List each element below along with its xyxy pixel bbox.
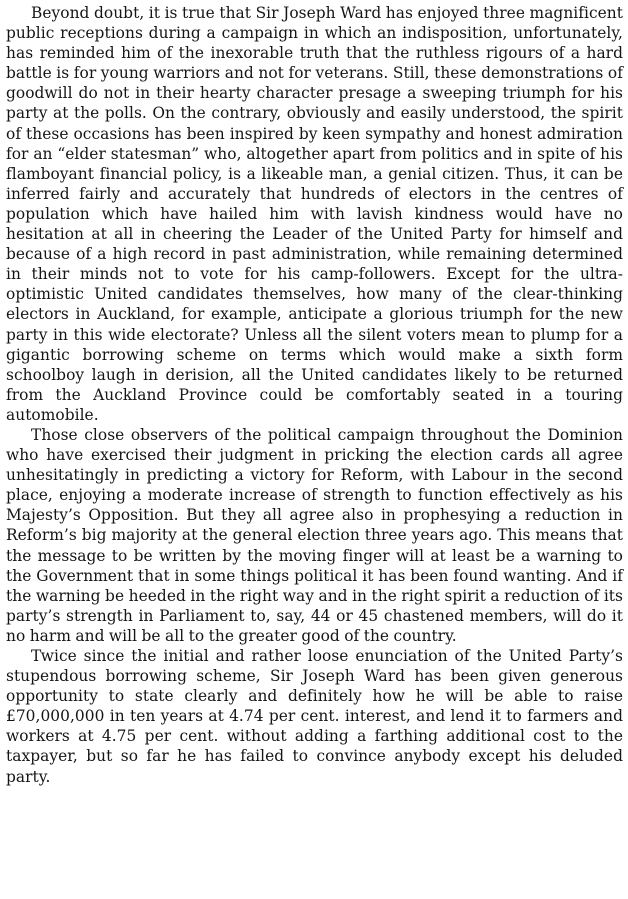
- paragraph-2: Those close observers of the political campaign throughout the Dominion who have exercised their judgment in pricking the election cards all agree unhesitatingly in predicting a victory for Reform, with Labour in the second place, enjoying a moderate increase of strength to function effectively as his Majesty’s Opposition. But they all agree also in prophesying a reduction in Reform’s big majority at the general election three years ago. This means that the message to be written by the moving finger will at least be a warning to the Government that in some things political it has been found wanting. And if the warning be heeded in the right way and in the right spirit a reduction of its party’s strength in Parliament to, say, 44 or 45 chastened members, will do it no harm and will be all to the greater good of the country.: [6, 425, 623, 645]
- paragraph-3: Twice since the initial and rather loose enunciation of the United Party’s stupendous borrowing scheme, Sir Joseph Ward has been given generous opportunity to state clearly and definitely how he will be able to raise £70,000,000 in ten years at 4.74 per cent. interest, and lend it to farmers and workers at 4.75 per cent. without adding a farthing additional cost to the taxpayer, but so far he has failed to convince anybody except his deluded party.: [6, 647, 623, 786]
- paragraph-1: Beyond doubt, it is true that Sir Joseph Ward has enjoyed three magnificent public receptions during a campaign in which an indisposition, unfortunately, has reminded him of the inexorable truth that the ruthless rigours of a hard battle is for young warriors and not for veterans. Still, these demonstrations of goodwill do not in their hearty character presage a sweeping triumph for his party at the polls. On the contrary, obviously and easily understood, the spirit of these occasions has been inspired by keen sympathy and honest admiration for an “elder statesman” who, altogether apart from politics and in spite of his flamboyant financial policy, is a likeable man, a genial citizen. Thus, it can be inferred fairly and accurately that hundreds of electors in the centres of population which have hailed him with lavish kindness would have no hesitation at all in cheering the Leader of the United Party for himself and because of a high record in past administration, while remaining determined in their minds not to vote for his camp-followers. Except for the ultra-optimistic United candidates themselves, how many of the clear-thinking electors in Auckland, for example, anticipate a glorious triumph for the new party in this wide electorate? Unless all the silent voters mean to plump for a gigantic borrowing scheme on terms which would make a sixth form schoolboy laugh in derision, all the United candidates likely to be returned from the Auckland Province could be comfortably seated in a touring automobile.: [6, 4, 623, 424]
